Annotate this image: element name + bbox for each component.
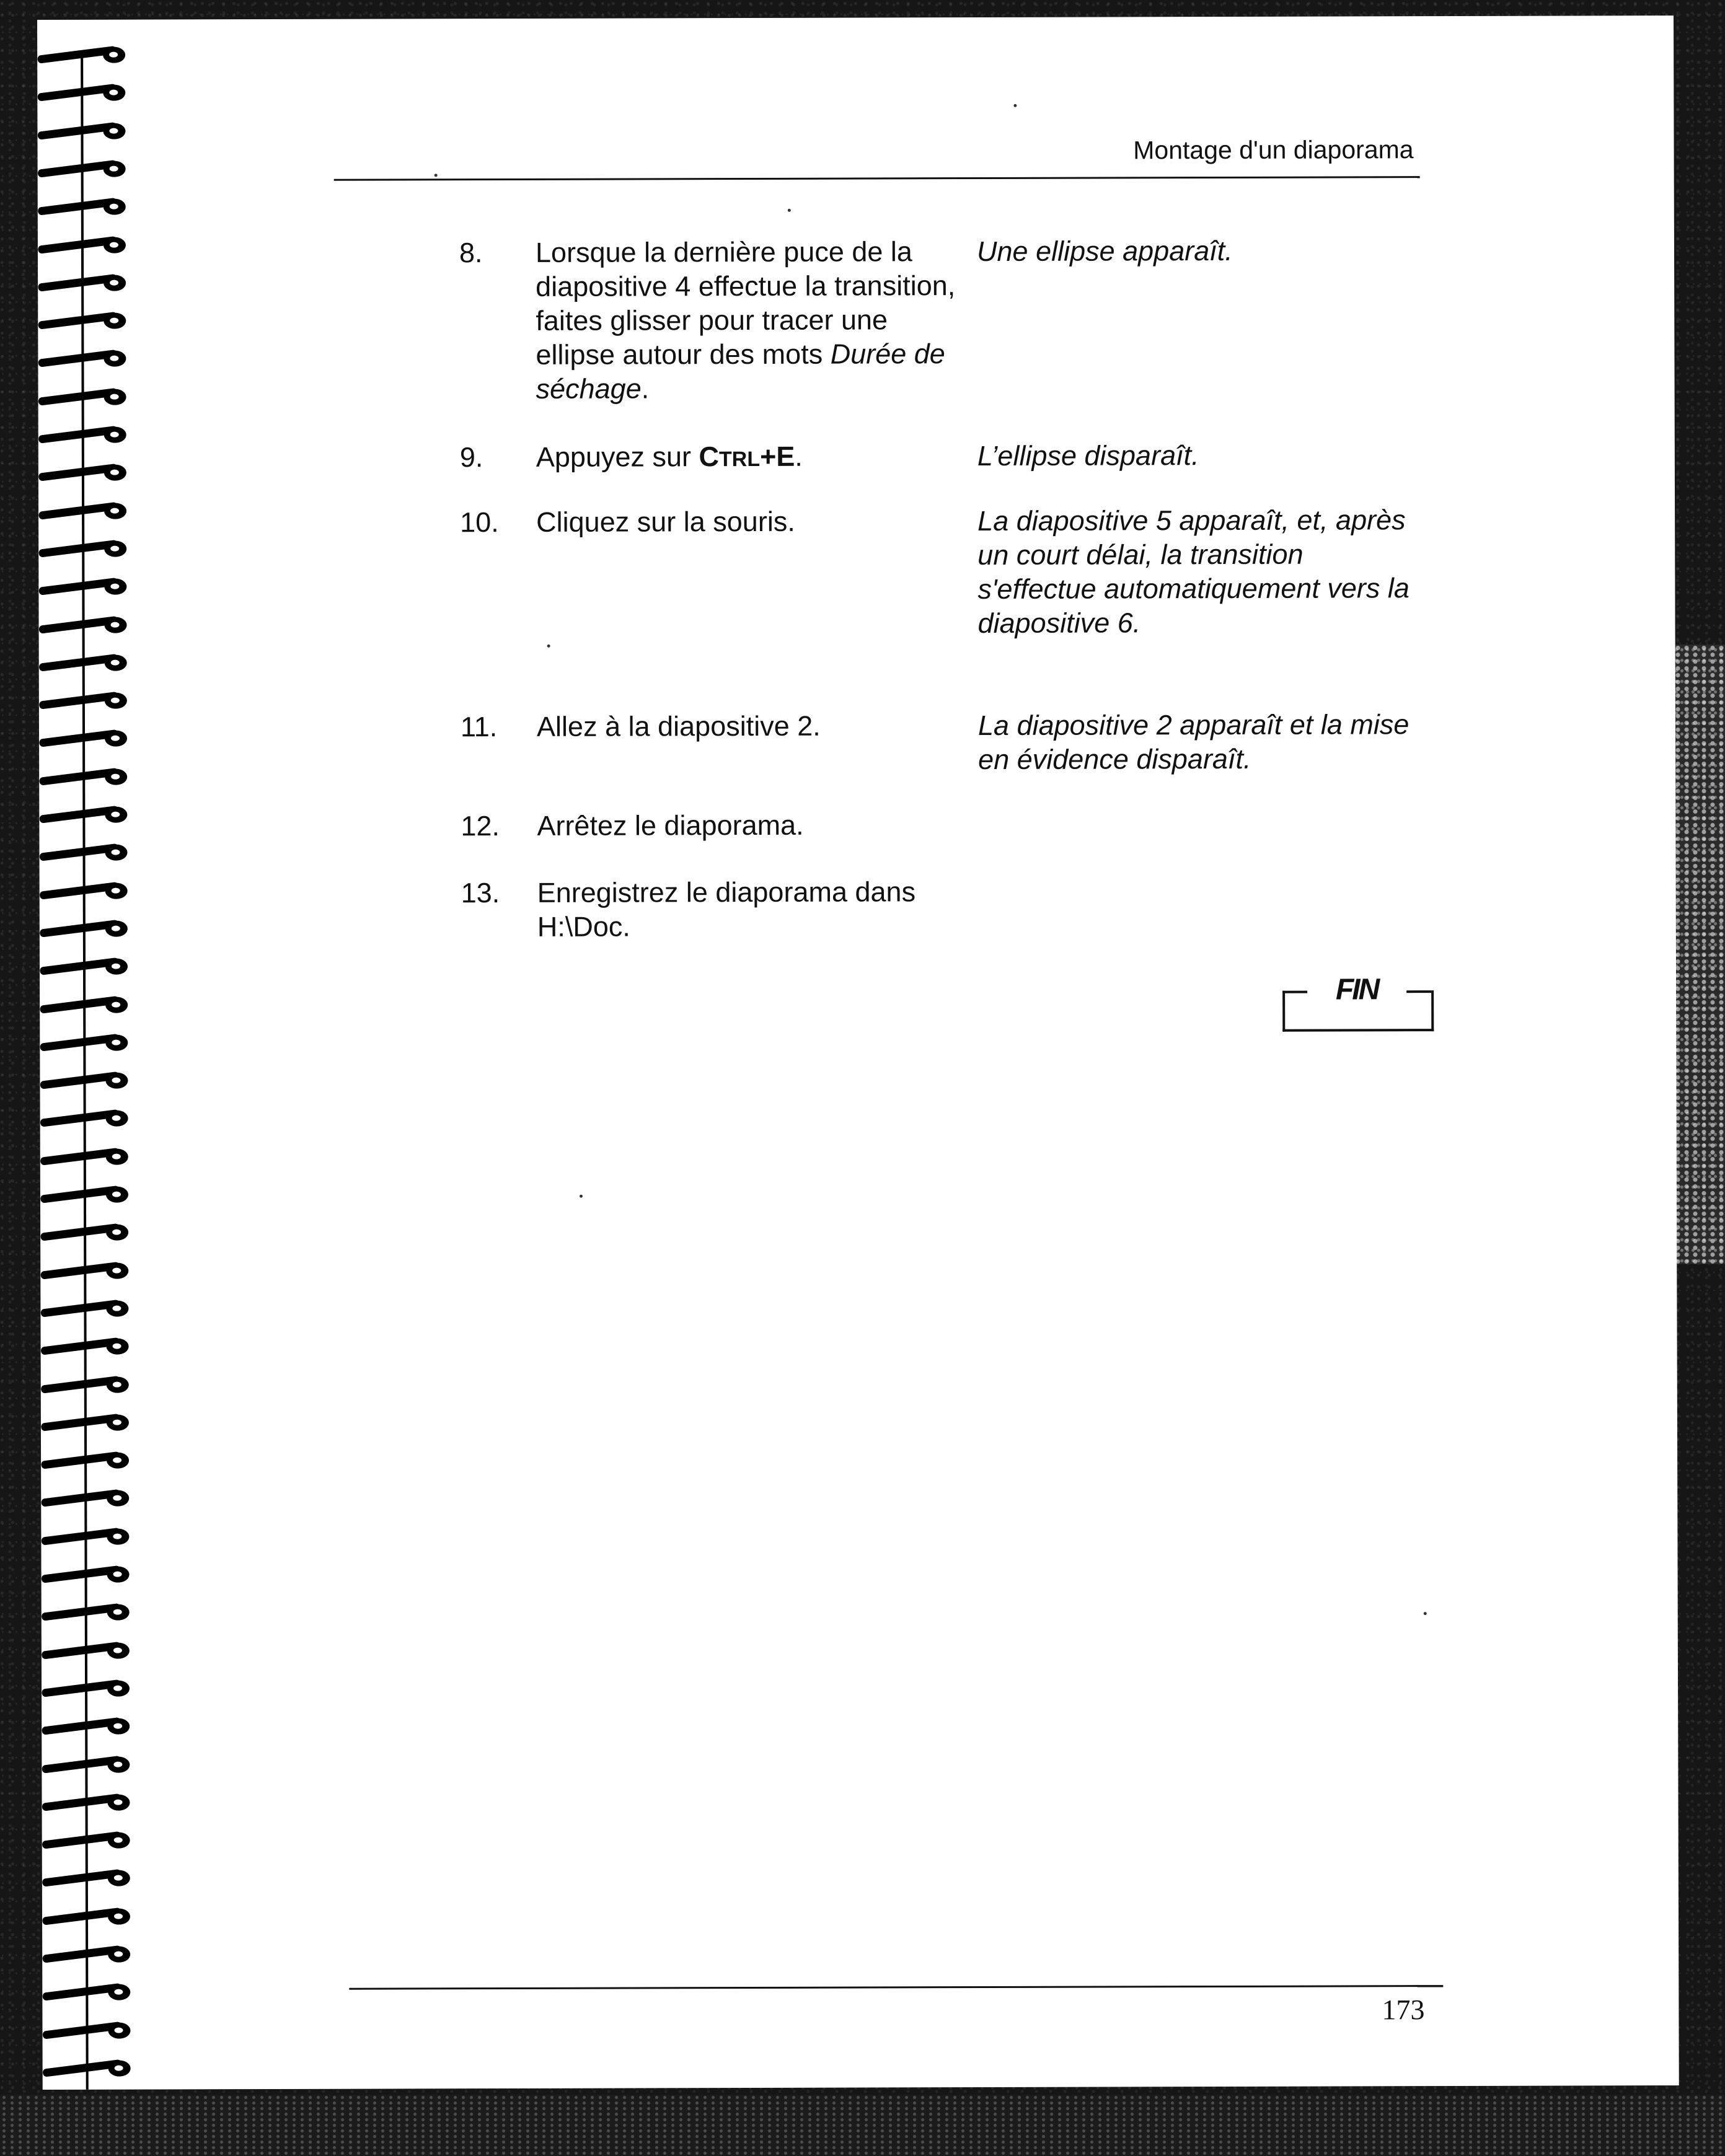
binding-coil xyxy=(41,1374,134,1395)
binding-coil xyxy=(38,158,131,179)
binding-coil xyxy=(37,82,130,103)
binding-coil xyxy=(41,1450,134,1471)
binding-coil xyxy=(38,234,131,255)
dust-speck xyxy=(1424,1612,1427,1615)
binding-coil xyxy=(42,1640,135,1661)
step-number: 13. xyxy=(461,877,500,909)
binding-coil xyxy=(42,1868,135,1889)
step-result: Une ellipse apparaît. xyxy=(976,234,1233,268)
binding-coil xyxy=(40,1222,133,1243)
binding-coil xyxy=(40,1108,133,1129)
step-result: La diapositive 2 apparaît et la mise en évidence disparaît. xyxy=(977,708,1410,776)
step-instruction: Arrêtez le diaporama. xyxy=(537,809,804,842)
binding-coil xyxy=(40,880,133,901)
key-plus: +E xyxy=(760,440,795,472)
binding-coil xyxy=(39,652,132,673)
dust-speck xyxy=(1013,104,1017,107)
end-marker-corner xyxy=(1282,991,1307,993)
step-instruction xyxy=(536,234,970,406)
scan-noise-right xyxy=(1674,645,1725,1264)
binding-coil xyxy=(42,1564,135,1585)
binding-coil xyxy=(40,956,133,977)
binding-coil xyxy=(38,538,131,559)
binding-coil xyxy=(38,576,131,597)
end-marker-corner xyxy=(1406,990,1431,993)
key-smallcaps: TRL xyxy=(718,447,761,472)
binding-coil xyxy=(40,1260,133,1281)
binding-coil xyxy=(42,1754,135,1775)
keyboard-shortcut xyxy=(699,441,795,472)
binding-coil xyxy=(41,1488,134,1509)
binding-coil xyxy=(40,994,133,1015)
step-instruction xyxy=(536,439,970,477)
binding-coil xyxy=(37,45,130,66)
binding-coil xyxy=(39,614,132,635)
binding-coil xyxy=(39,766,132,787)
binding-coil xyxy=(38,462,131,483)
binding-coil xyxy=(40,1032,133,1053)
instruction-text: Lorsque la dernière puce de la diapositive 4 effectue la transition, faites glisser pour tracer une ellipse autour des mots xyxy=(535,235,956,371)
binding-coil xyxy=(38,348,131,369)
binding-coil xyxy=(41,1412,134,1433)
binding-coil xyxy=(41,1526,134,1547)
binding-coil xyxy=(38,500,131,521)
binding-coil xyxy=(42,1830,135,1851)
step-number: 9. xyxy=(459,441,483,473)
binding-coil xyxy=(40,1184,133,1205)
binding-coil xyxy=(43,2057,136,2079)
step-number: 10. xyxy=(460,506,499,539)
binding-coil xyxy=(42,2020,135,2041)
step-number: 8. xyxy=(459,237,483,269)
binding-coil xyxy=(42,1678,135,1699)
instruction-text: Appuyez sur xyxy=(536,441,699,473)
end-marker-label: FIN xyxy=(1335,973,1379,1006)
binding-coil xyxy=(37,120,130,141)
page-number: 173 xyxy=(1382,1994,1425,2026)
step-instruction: Cliquez sur la souris. xyxy=(536,505,795,538)
running-header-title: Montage d'un diaporama xyxy=(1133,135,1414,165)
binding-coil xyxy=(42,1906,135,1927)
binding-coil xyxy=(39,728,132,749)
binding-coil xyxy=(42,1944,135,1965)
dust-speck xyxy=(788,209,791,212)
header-rule xyxy=(334,176,1420,181)
binding-coil xyxy=(39,690,132,711)
binding-coil xyxy=(42,1716,135,1737)
footer-rule xyxy=(349,1985,1443,1990)
spiral-binding xyxy=(37,45,154,2102)
binding-coil xyxy=(40,1070,133,1091)
binding-coil xyxy=(42,1602,135,1623)
dust-speck xyxy=(580,1195,583,1198)
binding-coil xyxy=(38,196,131,218)
binding-coil xyxy=(38,386,131,407)
binding-coil xyxy=(41,1336,134,1357)
book-page xyxy=(37,15,1679,2090)
instruction-suffix: . xyxy=(641,372,650,405)
binding-coil xyxy=(42,1982,135,2003)
binding-coil xyxy=(40,1298,133,1319)
binding-coil xyxy=(38,310,131,332)
step-number: 12. xyxy=(461,810,500,842)
binding-coil xyxy=(40,1146,133,1167)
dust-speck xyxy=(435,174,438,177)
binding-coil xyxy=(39,842,132,863)
binding-coil xyxy=(38,272,131,293)
binding-coil xyxy=(42,1792,135,1813)
dust-speck xyxy=(547,645,550,648)
instruction-emphasis: Durée de séchage xyxy=(536,338,945,405)
instruction-suffix: . xyxy=(795,440,803,472)
step-number: 11. xyxy=(460,711,498,743)
step-instruction: Enregistrez le diaporama dans H:\Doc. xyxy=(537,876,916,943)
binding-coil xyxy=(39,804,132,825)
binding-coil xyxy=(40,918,133,939)
step-instruction: Allez à la diapositive 2. xyxy=(536,710,821,742)
step-result: L’ellipse disparaît. xyxy=(977,439,1199,472)
step-result: La diapositive 5 apparaît, et, après un court délai, la transition s'effectue automatiquement vers la diapositive 6. xyxy=(977,504,1410,640)
scan-noise-bottom xyxy=(0,2095,1725,2156)
binding-coil xyxy=(38,425,131,446)
key-initial: C xyxy=(699,441,720,473)
